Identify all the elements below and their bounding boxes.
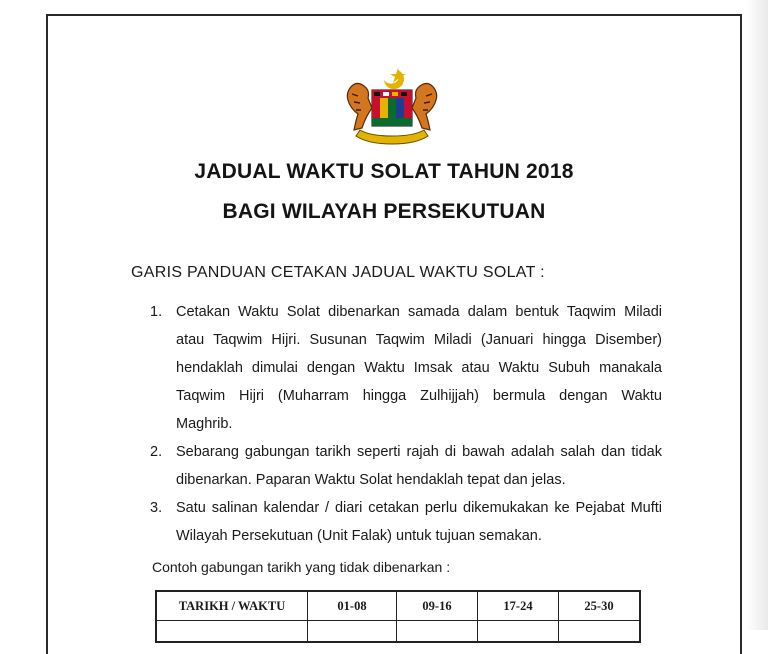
guideline-number: 3.	[150, 500, 163, 516]
malaysia-coat-of-arms-icon	[340, 66, 444, 146]
page-edge-shadow	[746, 0, 768, 630]
guideline-line: dibenarkan. Paparan Waktu Solat hendaklah tepat dan jelas.	[176, 472, 566, 488]
table-cell	[478, 621, 559, 643]
guideline-line: Satu salinan kalendar / diari cetakan perlu dikemukakan ke Pejabat Mufti	[176, 500, 662, 516]
table-cell	[156, 621, 308, 643]
example-date-table	[155, 590, 641, 643]
guideline-item-2	[150, 438, 662, 494]
guideline-line: Maghrib.	[176, 416, 233, 432]
guideline-number: 2.	[150, 444, 163, 460]
table-header-row	[156, 591, 640, 621]
table-header-cell: 25-30	[559, 591, 641, 621]
document-title-line-1: JADUAL WAKTU SOLAT TAHUN 2018	[194, 160, 574, 183]
table-header-cell: TARIKH / WAKTU	[156, 591, 308, 621]
guideline-line: Sebarang gabungan tarikh seperti rajah di bawah adalah salah dan tidak	[176, 444, 662, 460]
table-cell	[308, 621, 397, 643]
guideline-line: hendaklah dimulai dengan Waktu Imsak atau Waktu Subuh manakala	[176, 360, 662, 376]
guideline-item-3	[150, 494, 662, 550]
table-row	[156, 621, 640, 643]
guideline-line: Wilayah Persekutuan (Unit Falak) untuk tujuan semakan.	[176, 528, 542, 544]
guideline-text	[176, 438, 662, 494]
guideline-heading: GARIS PANDUAN CETAKAN JADUAL WAKTU SOLAT :	[131, 264, 545, 281]
table-header-cell: 01-08	[308, 591, 397, 621]
document-title-line-2: BAGI WILAYAH PERSEKUTUAN	[222, 200, 546, 223]
guideline-line: Cetakan Waktu Solat dibenarkan samada dalam bentuk Taqwim Miladi	[176, 304, 662, 320]
guideline-text	[176, 494, 662, 550]
table-cell	[559, 621, 641, 643]
guideline-number: 1.	[150, 304, 163, 320]
table-header-cell: 09-16	[397, 591, 478, 621]
guideline-line: Taqwim Hijri (Muharram hingga Zulhijjah) bermula dengan Waktu	[176, 388, 662, 404]
guideline-list	[150, 298, 662, 550]
guideline-line: atau Taqwim Hijri. Susunan Taqwim Miladi (Januari hingga Disember)	[176, 332, 662, 348]
table-cell	[397, 621, 478, 643]
guideline-item-1	[150, 298, 662, 438]
table-header-cell: 17-24	[478, 591, 559, 621]
example-caption: Contoh gabungan tarikh yang tidak dibenarkan :	[152, 559, 451, 575]
guideline-text	[176, 298, 662, 438]
